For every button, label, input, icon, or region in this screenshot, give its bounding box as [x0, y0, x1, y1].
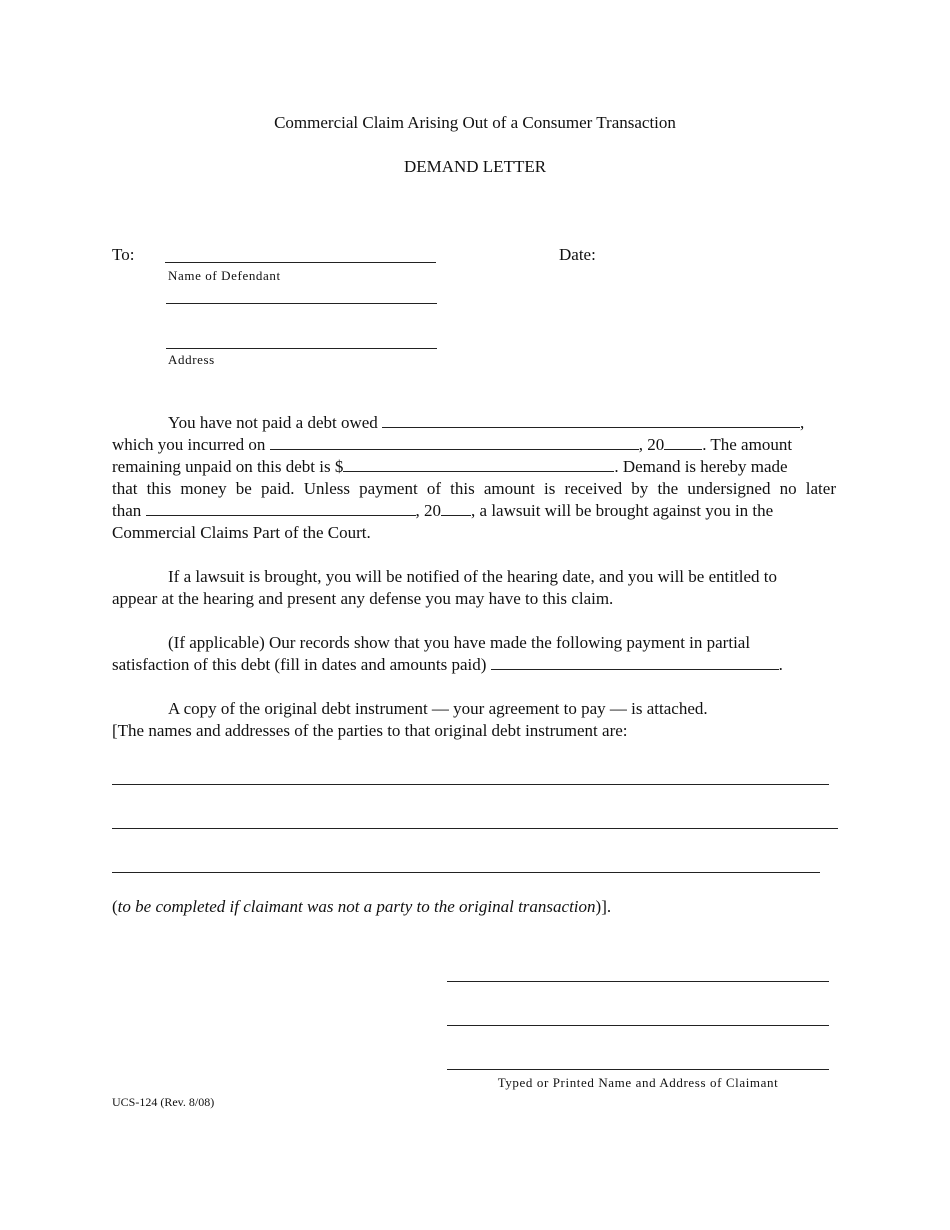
- p1-line-1: You have not paid a debt owed ,: [168, 413, 805, 432]
- parties-line-1[interactable]: [112, 784, 829, 785]
- incurred-year-field[interactable]: [664, 435, 702, 450]
- parties-line-2[interactable]: [112, 828, 838, 829]
- parties-line-3[interactable]: [112, 872, 820, 873]
- payments-field[interactable]: [491, 655, 779, 670]
- paragraph-completion-note: (to be completed if claimant was not a party to the original transaction)].: [112, 897, 612, 916]
- signature-line-1[interactable]: [447, 981, 829, 982]
- deadline-year-field[interactable]: [441, 501, 471, 516]
- claimant-caption: Typed or Printed Name and Address of Claimant: [497, 1075, 779, 1090]
- p3-line-1: (If applicable) Our records show that you have made the following payment in partial: [168, 633, 751, 652]
- p1-line-3: remaining unpaid on this debt is $ . Demand is hereby made: [112, 457, 788, 476]
- document-title: Commercial Claim Arising Out of a Consumer Transaction: [274, 113, 676, 132]
- incurred-on-field[interactable]: [270, 435, 639, 450]
- defendant-name-caption: Name of Defendant: [168, 268, 281, 283]
- paragraph-lawsuit: [112, 566, 836, 610]
- p1-line-6: Commercial Claims Part of the Court.: [112, 523, 371, 542]
- signature-line-2[interactable]: [447, 1025, 829, 1026]
- defendant-name-line[interactable]: [165, 262, 436, 263]
- paragraph-debt-instrument: [112, 698, 836, 742]
- p2-line-2: appear at the hearing and present any defense you may have to this claim.: [112, 589, 614, 608]
- to-label: To:: [112, 245, 135, 264]
- document-subtitle: DEMAND LETTER: [403, 157, 547, 176]
- address-line-2[interactable]: [166, 348, 437, 349]
- paragraph-debt: [112, 412, 836, 544]
- address-line-1[interactable]: [166, 303, 437, 304]
- p1-line-2: which you incurred on , 20 . The amount: [112, 435, 793, 454]
- p1-line-4: that this money be paid. Unless payment of this amount is received by the undersigned no later: [112, 479, 836, 498]
- signature-line-3[interactable]: [447, 1069, 829, 1070]
- debt-owed-field[interactable]: [382, 413, 800, 428]
- amount-unpaid-field[interactable]: [343, 457, 614, 472]
- date-label: Date:: [559, 245, 596, 264]
- address-caption: Address: [168, 352, 215, 367]
- p2-line-1: If a lawsuit is brought, you will be notified of the hearing date, and you will be entitled to: [168, 567, 778, 586]
- deadline-date-field[interactable]: [146, 501, 416, 516]
- p4-line-2: [The names and addresses of the parties to that original debt instrument are:: [112, 721, 628, 740]
- p4-line-1: A copy of the original debt instrument — your agreement to pay — is attached.: [168, 699, 708, 718]
- p1-line-5: than , 20 , a lawsuit will be brought against you in the: [112, 501, 774, 520]
- paragraph-payments: [112, 632, 836, 676]
- form-id: UCS-124 (Rev. 8/08): [112, 1095, 215, 1109]
- p3-line-2: satisfaction of this debt (fill in dates and amounts paid) .: [112, 655, 783, 674]
